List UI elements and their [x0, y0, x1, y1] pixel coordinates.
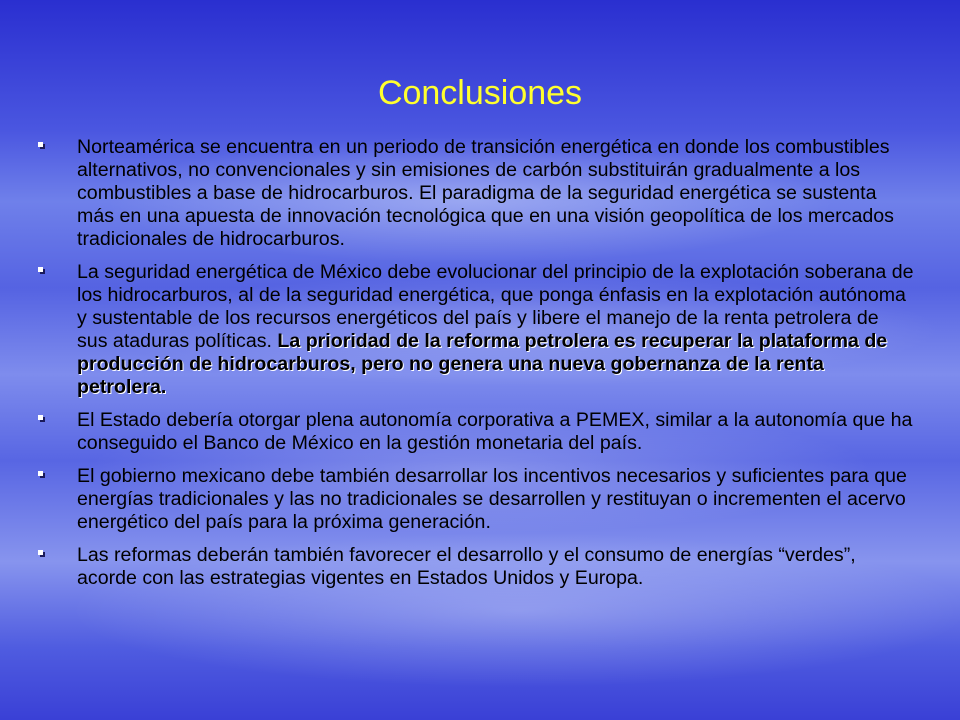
bullet-text: Las reformas deberán también favorecer el desarrollo y el consumo de energías “verdes”, acorde con las estrategias vigentes en Estados Unidos y Europa.: [77, 544, 856, 589]
bullet-text: El Estado debería otorgar plena autonomía corporativa a PEMEX, similar a la autonomía que ha conseguido el Banco de México en la gestión monetaria del país.: [77, 409, 913, 454]
bullet-item: [34, 465, 914, 534]
bullet-text: Norteamérica se encuentra en un periodo de transición energética en donde los combustibles alternativos, no convencionales y sin emisiones de carbón substituirán gradualmente a los combustibles a base de hidrocarburos. El paradigma de la seguridad energética se sustenta más en una apuesta de innovación tecnológica que en una visión geopolítica de los mercados tradicionales de hidrocarburos.: [77, 136, 894, 250]
bullet-item: [34, 261, 914, 399]
bullet-text: La seguridad energética de México debe evolucionar del principio de la explotación soberana de los hidrocarburos, al de la seguridad energética, que ponga énfasis en la explotación autónoma y sustentable de los recursos energéticos del país y libere el manejo de la renta petrolera de sus ataduras políticas.: [77, 261, 914, 352]
bullet-item: [34, 544, 914, 590]
bullet-list: [34, 136, 914, 600]
bullet-emphasis-text: La prioridad de la reforma petrolera es recuperar la plataforma de producción de hidrocarburos, pero no genera una nueva gobernanza de la renta petrolera.: [77, 330, 888, 398]
bullet-text: El gobierno mexicano debe también desarrollar los incentivos necesarios y suficientes para que energías tradicionales y las no tradicionales se desarrollen y restituyan o incrementen el acervo energético del país para la próxima generación.: [77, 465, 907, 533]
square-bullet-icon: [38, 142, 45, 149]
square-bullet-icon: [38, 267, 45, 274]
bullet-item: [34, 136, 914, 251]
bullet-item: [34, 409, 914, 455]
square-bullet-icon: [38, 415, 45, 422]
square-bullet-icon: [38, 550, 45, 557]
square-bullet-icon: [38, 471, 45, 478]
slide-title: Conclusiones: [377, 74, 583, 112]
